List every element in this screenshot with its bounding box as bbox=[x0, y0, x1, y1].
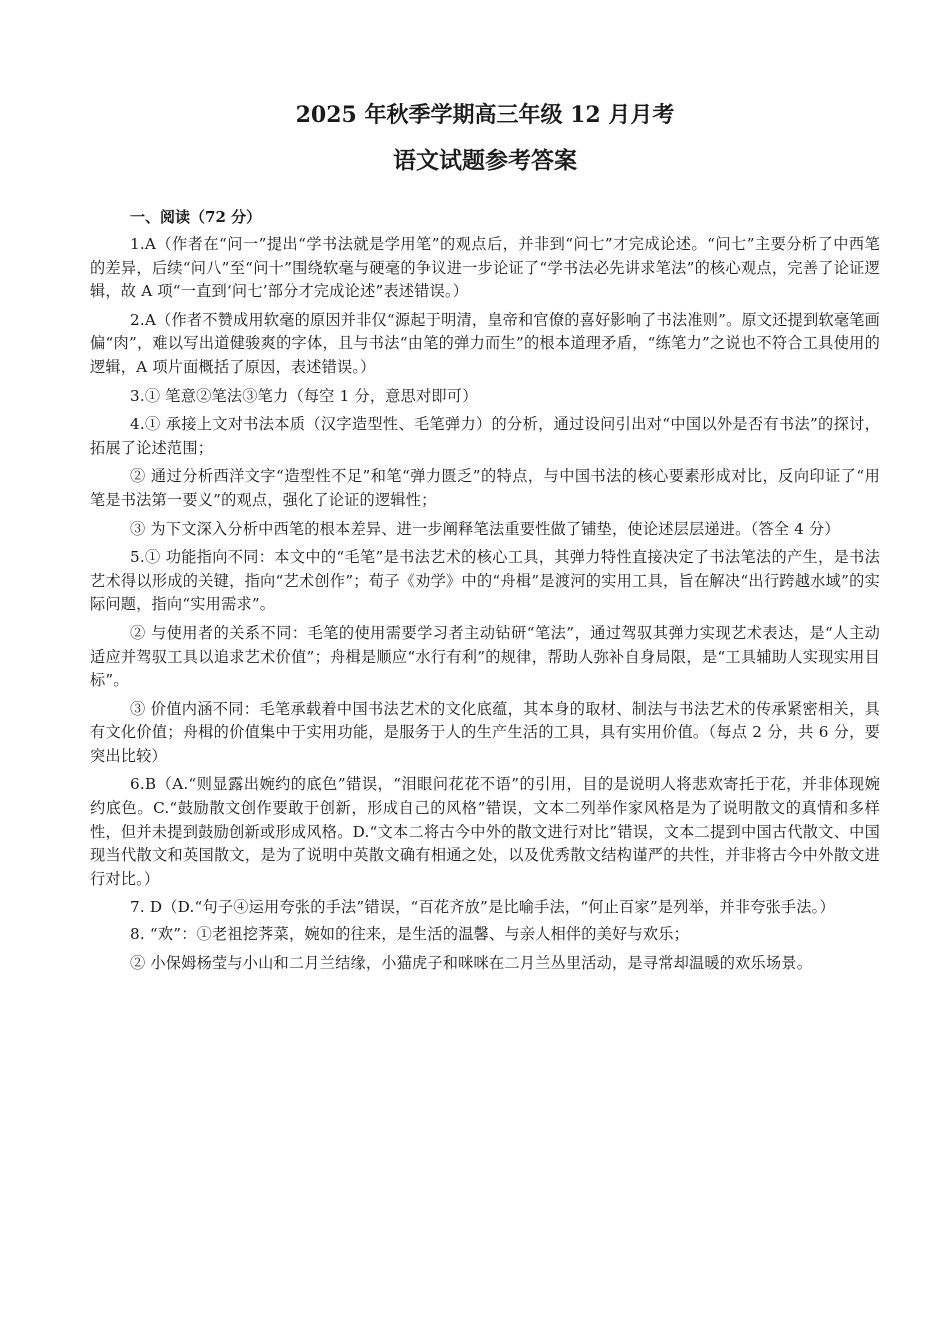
answer-1: 1.A（作者在“问一”提出“学书法就是学用笔”的观点后，并非到“问七”才完成论述。“问七”主要分析了中西笔的差异，后续“问八”至“问十”围绕软毫与硬毫的争议进一步论证了“学书法必先讲求笔法”的核心观点，完善了论证逻辑，故 A 项“一直到‘问七’部分才完成论述”表述错误。） bbox=[90, 235, 880, 301]
answer-8-point-2: ② 小保姆杨莹与小山和二月兰结缘，小猫虎子和咪咪在二月兰丛里活动，是寻常却温暖的欢乐场景。 bbox=[130, 953, 813, 972]
answer-6: 6.B（A.“则显露出婉约的底色”错误，“泪眼问花花不语”的引用，目的是说明人将悲欢寄托于花，并非体现婉约底色。C.“鼓励散文创作要敢于创新，形成自己的风格”错误，文本二列举作家风格是为了说明散文的真情和多样性，但并未提到鼓励创新或形成风格。D.“文本二将古今中外的散文进行对比”错误，文本二提到中国古代散文、中国现当代散文和英国散文，是为了说明中英散文确有相通之处，以及优秀散文结构谨严的共性，并非将古今中外散文进行对比。） bbox=[90, 775, 880, 888]
answer-3: 3.① 笔意②笔法③笔力（每空 1 分，意思对即可） bbox=[130, 386, 478, 405]
document-subtitle: 语文试题参考答案 bbox=[393, 147, 577, 174]
answer-5-point-2: ② 与使用者的关系不同：毛笔的使用需要学习者主动钻研“笔法”，通过驾驭其弹力实现艺术表达，是“人主动适应并驾驭工具以追求艺术价值”；舟楫是顺应“水行有利”的规律，帮助人弥补自身局限，是“工具辅助人实现实用目标”。 bbox=[90, 623, 880, 690]
answer-4-point-2: ② 通过分析西洋文字“造型性不足”和笔“弹力匮乏”的特点，与中国书法的核心要素形成对比，反向印证了“用笔是书法第一要义”的观点，强化了论证的逻辑性； bbox=[90, 467, 880, 509]
answer-4-point-3: ③ 为下文深入分析中西笔的根本差异、进一步阐释笔法重要性做了铺垫，使论述层层递进。（答全 4 分） bbox=[130, 519, 840, 538]
exam-title: 2025 年秋季学期高三年级 12 月月考 bbox=[295, 102, 675, 128]
answer-5-point-1: 5.① 功能指向不同：本文中的“毛笔”是书法艺术的核心工具，其弹力特性直接决定了书法笔法的产生，是书法艺术得以形成的关键，指向“艺术创作”；荀子《劝学》中的“舟楫”是渡河的实用工具，旨在解决“出行跨越水域”的实际问题，指向“实用需求”。 bbox=[90, 548, 880, 614]
answer-document bbox=[90, 98, 880, 975]
section-heading-reading: 一、阅读（72 分） bbox=[130, 208, 262, 226]
answer-7: 7. D（D.“句子④运用夸张的手法”错误，“百花齐放”是比喻手法，“何止百家”是列举，并非夸张手法。） bbox=[130, 898, 835, 917]
answer-4-point-1: 4.① 承接上文对书法本质（汉字造型性、毛笔弹力）的分析，通过设问引出对“中国以外是否有书法”的探讨，拓展了论述范围； bbox=[90, 415, 880, 457]
answer-2: 2.A（作者不赞成用软毫的原因并非仅“源起于明清，皇帝和官僚的喜好影响了书法准则”。原文还提到软毫笔画偏“肉”，难以写出道健骏爽的字体，且与书法“由笔的弹力而生”的根本道理矛盾，“练笔力”之说也不符合工具使用的逻辑，A 项片面概括了原因，表述错误。） bbox=[90, 310, 880, 376]
answer-5-point-3: ③ 价值内涵不同：毛笔承载着中国书法艺术的文化底蕴，其本身的取材、制法与书法艺术的传承紧密相关，具有文化价值；舟楫的价值集中于实用功能，是服务于人的生产生活的工具，具有实用价值。（每点 2 分，共 6 分，要突出比较） bbox=[90, 699, 880, 765]
answer-8-point-1: 8. “欢”：①老祖挖荠菜，婉如的往来，是生活的温馨、与亲人相伴的美好与欢乐； bbox=[130, 925, 690, 944]
